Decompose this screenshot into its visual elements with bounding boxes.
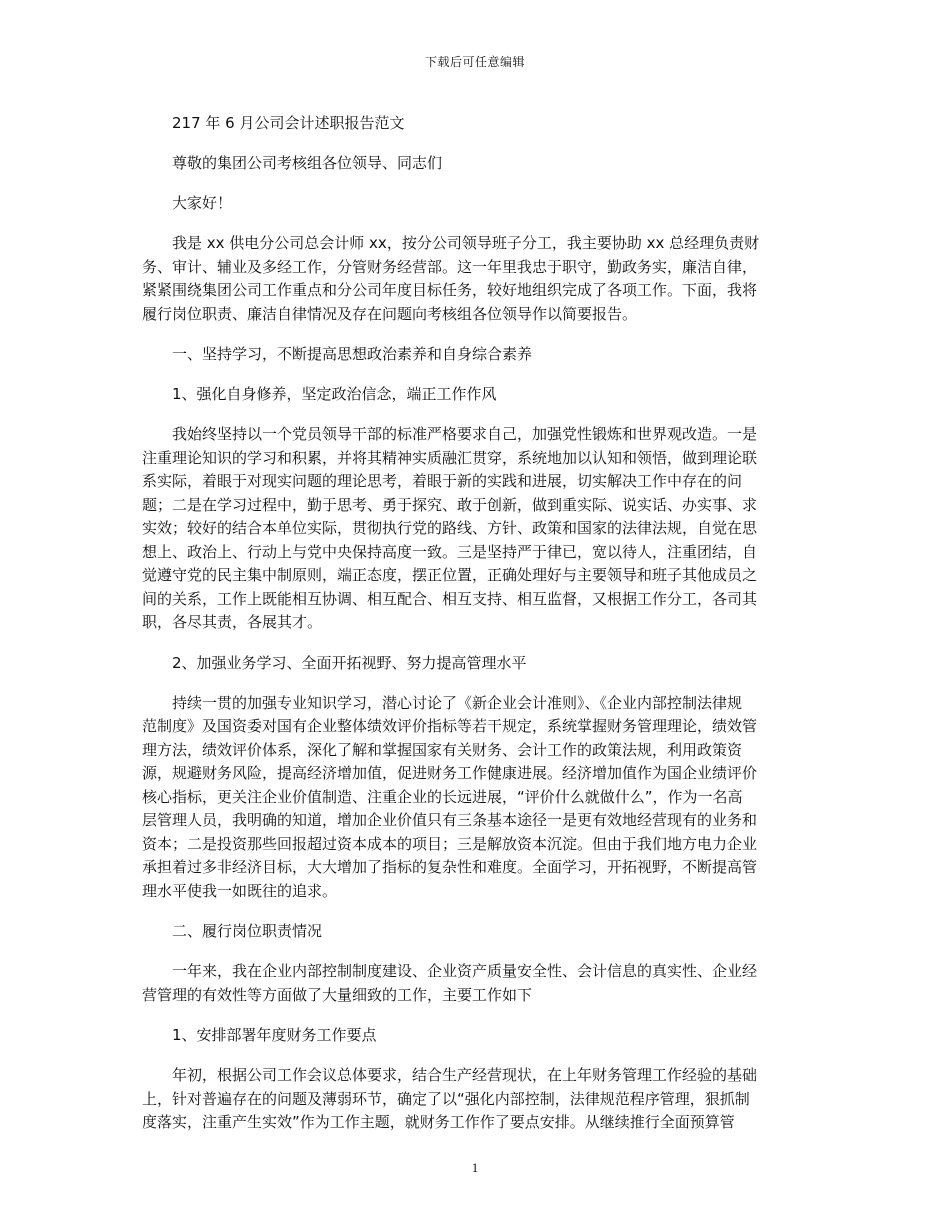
subsection-heading-3: 1、安排部署年度财务工作要点 — [172, 1026, 377, 1044]
paragraph-line: 承担着过多非经济目标，大大增加了指标的复杂性和难度。全面学习，开拓视野，不断提高管 — [142, 858, 758, 876]
paragraph-line: 我是 xx 供电分公司总会计师 xx，按分公司领导班子分工，我主要协助 xx 总经理负责财 — [142, 234, 760, 252]
paragraph-line: 一年来，我在企业内部控制制度建设、企业资产质量安全性、会计信息的真实性、企业经 — [142, 962, 758, 980]
paragraph-line: 营管理的有效性等方面做了大量细致的工作，主要工作如下 — [142, 985, 533, 1004]
paragraph-annual-plan — [142, 1064, 810, 1135]
paragraph-line: 年初，根据公司工作会议总体要求，结合生产经营现状，在上年财务管理工作经验的基础 — [142, 1066, 758, 1084]
subsection-heading-2: 2、加强业务学习、全面开拓视野、努力提高管理水平 — [172, 653, 527, 672]
paragraph-business-study — [142, 692, 810, 904]
paragraph-line: 职，各尽其责，各展其才。 — [142, 613, 323, 631]
paragraph-line: 我始终坚持以一个党员领导干部的标准严格要求自己，加强党性锻炼和世界观改造。一是 — [142, 425, 758, 443]
page-number: 1 — [471, 1160, 479, 1175]
paragraph-line: 源，规避财务风险，提高经济增加值，促进财务工作健康进展。经济增加值作为国企业绩评价 — [142, 764, 758, 782]
paragraph-line: 务、审计、辅业及多经工作，分管财务经营部。这一年里我忠于职守，勤政务实，廉洁自律， — [142, 257, 758, 276]
paragraph-line: 题；二是在学习过程中，勤于思考、勇于探究、敢于创新，做到重实际、说实话、办实事、求 — [142, 495, 758, 514]
paragraph-line: 间的关系，工作上既能相互协调、相互配合、相互支持、相互监督，又根据工作分工，各司其 — [142, 589, 758, 608]
paragraph-line: 层管理人员，我明确的知道，增加企业价值只有三条基本途径一是更有效地经营现有的业务和 — [142, 811, 758, 829]
section-heading-1: 一、坚持学习，不断提高思想政治素养和自身综合素养 — [172, 345, 533, 363]
subsection-heading-1: 1、强化自身修养，坚定政治信念，端正工作作风 — [172, 385, 497, 403]
paragraph-line: 系实际，着眼于对现实问题的理论思考，着眼于新的实践和进展，切实解决工作中存在的问 — [142, 472, 743, 490]
paragraph-line: 理方法，绩效评价体系，深化了解和掌握国家有关财务、会计工作的政策法规，利用政策资 — [142, 740, 743, 759]
paragraph-line: 核心指标，更关注企业价值制造、注重企业的长远进展，“评价什么就做什么”，作为一名高 — [142, 787, 743, 806]
paragraph-self-cultivation — [142, 423, 810, 635]
paragraph-line: 注重理论知识的学习和积累，并将其精神实质融汇贯穿，系统地加以认知和领悟，做到理论联 — [142, 448, 758, 467]
document-body — [142, 112, 810, 1152]
document-title: 217 年 6 月公司会计述职报告范文 — [172, 114, 405, 132]
greeting: 大家好！ — [172, 194, 233, 212]
paragraph-intro — [142, 232, 810, 326]
paragraph-line: 上，针对普遍存在的问题及薄弱环节，确定了以“强化内部控制，法律规范程序管理，狠抓制 — [142, 1089, 750, 1108]
paragraph-line: 持续一贯的加强专业知识学习，潜心讨论了《新企业会计准则》、《企业内部控制法律规 — [142, 693, 743, 712]
paragraph-line: 想上、政治上、行动上与党中央保持高度一致。三是坚持严于律已，宽以待人，注重团结，自 — [142, 542, 758, 561]
paragraph-line: 度落实，注重产生实效”作为工作主题，就财务工作作了要点安排。从继续推行全面预算管 — [142, 1113, 735, 1131]
paragraph-line: 觉遵守党的民主集中制原则，端正态度，摆正位置，正确处理好与主要领导和班子其他成员之 — [142, 566, 758, 584]
paragraph-line: 理水平使我一如既往的追求。 — [142, 881, 338, 900]
paragraph-line: 实效；较好的结合本单位实际，贯彻执行党的路线、方针、政策和国家的法律法规，自觉在思 — [142, 519, 758, 537]
paragraph-duties — [142, 960, 810, 1007]
paragraph-line: 履行岗位职责、廉洁自律情况及存在问题向考核组各位领导作以简要报告。 — [142, 304, 638, 323]
paragraph-line: 范制度》及国资委对国有企业整体绩效评价指标等若干规定，系统掌握财务管理理论，绩效管 — [142, 717, 758, 735]
paragraph-line: 资本；二是投资那些回报超过资本成本的项目；三是解放资本沉淀。但由于我们地方电力企业 — [142, 834, 758, 853]
page-header-watermark: 下载后可任意编辑 — [424, 55, 525, 69]
salutation: 尊敬的集团公司考核组各位领导、同志们 — [172, 154, 443, 172]
section-heading-2: 二、履行岗位职责情况 — [172, 922, 323, 940]
paragraph-line: 紧紧围绕集团公司工作重点和分公司年度目标任务，较好地组织完成了各项工作。下面，我将 — [142, 281, 758, 299]
